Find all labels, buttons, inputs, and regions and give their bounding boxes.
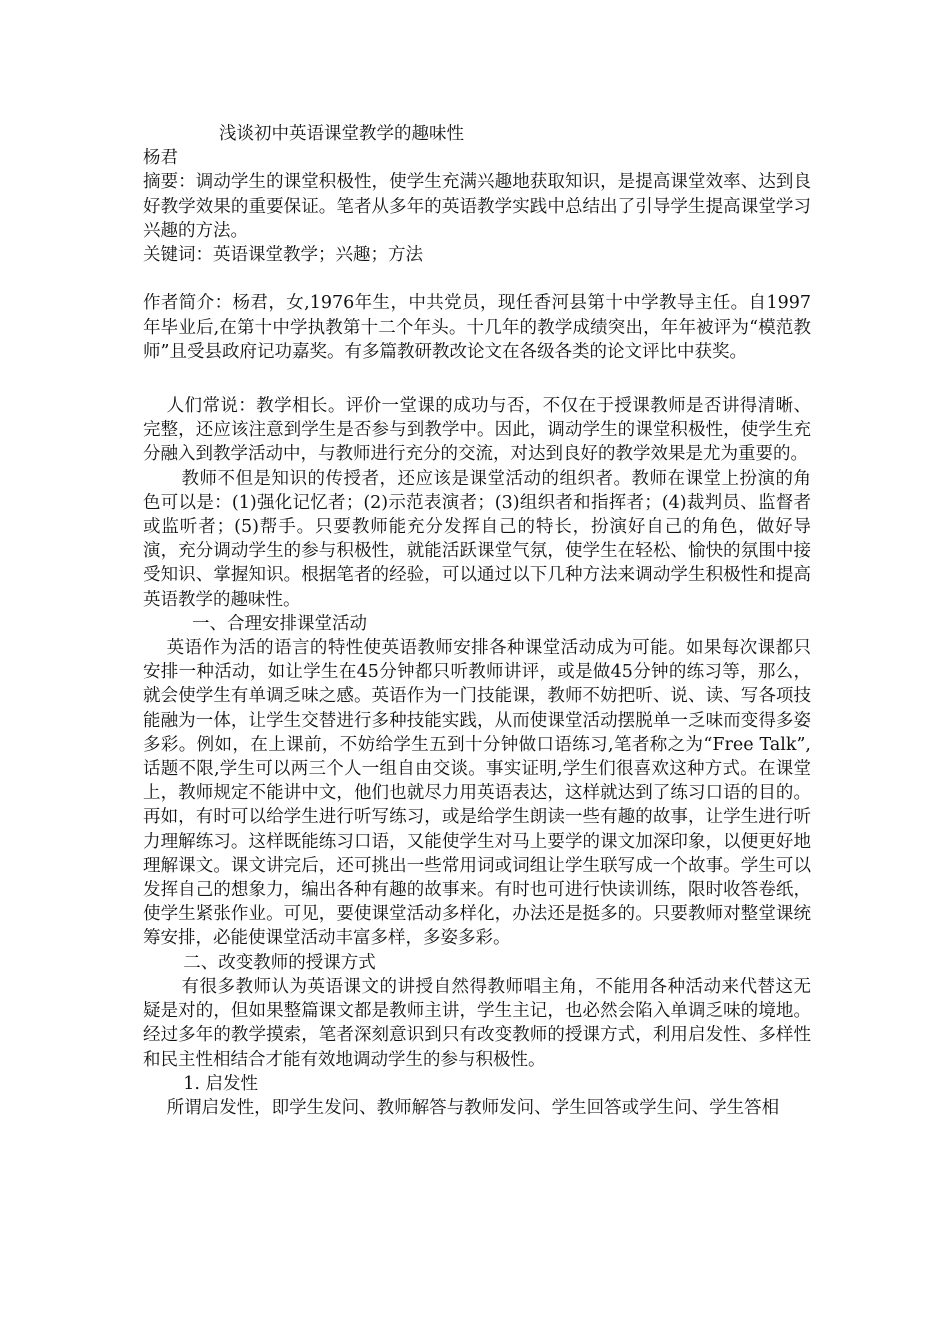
body-paragraph: 有很多教师认为英语课文的讲授自然得教师唱主角，不能用各种活动来代替这无疑是对的，但如果整篇课文都是教师主讲，学生主记，也必然会陷入单调乏味的境地。经过多年的教学摸索，笔者深刻意识到只有改变教师的授课方式，利用启发性、多样性和民主性相结合才能有效地调动学生的参与积极性。 bbox=[143, 976, 811, 1070]
spacer bbox=[143, 267, 811, 291]
body-paragraph: 英语作为活的语言的特性使英语教师安排各种课堂活动成为可能。如果每次课都只安排一种活动，如让学生在45分钟都只听教师讲评，或是做45分钟的练习等，那么，就会使学生有单调乏味之感。英语作为一门技能课，教师不妨把听、说、读、写各项技能融为一体，让学生交替进行多种技能实践，从而使课堂活动摆脱单一乏味而变得多姿多彩。例如，在上课前，不妨给学生五到十分钟做口语练习,笔者称之为“Free Talk”,话题不限,学生可以两三个人一组自由交谈。事实证明,学生们很喜欢这种方式。在课堂上，教师规定不能讲中文，他们也就尽力用英语表达，这样就达到了练习口语的目的。再如，有时可以给学生进行听写练习，或是给学生朗读一些有趣的故事，让学生进行听力理解练习。这样既能练习口语，又能使学生对马上要学的课文加深印象，以便更好地理解课文。课文讲完后，还可挑出一些常用词或词组让学生联写成一个故事。学生可以发挥自己的想象力，编出各种有趣的故事来。有时也可进行快读训练，限时收答卷纸，使学生紧张作业。可见，要使课堂活动多样化，办法还是挺多的。只要教师对整堂课统筹安排，必能使课堂活动丰富多样，多姿多彩。 bbox=[143, 638, 811, 949]
section-heading: 一、合理安排课堂活动 bbox=[192, 613, 367, 634]
author-name: 杨君 bbox=[143, 148, 178, 169]
spacer bbox=[143, 364, 811, 394]
document-body bbox=[143, 122, 811, 1120]
body-paragraph: 人们常说：教学相长。评价一堂课的成功与否，不仅在于授课教师是否讲得清晰、完整，还应该注意到学生是否参与到教学中。因此，调动学生的课堂积极性，使学生充分融入到教学活动中，与教师进行充分的交流，对达到良好的教学效果是尤为重要的。 bbox=[143, 396, 811, 465]
body-paragraph: 教师不但是知识的传授者，还应该是课堂活动的组织者。教师在课堂上扮演的角色可以是：(1)强化记忆者；(2)示范表演者；(3)组织者和指挥者；(4)裁判员、监督者或监听者；(5)帮手。只要教师能充分发挥自己的特长，扮演好自己的角色，做好导演，充分调动学生的参与积极性，就能活跃课堂气氛，使学生在轻松、愉快的氛围中接受知识、掌握知识。根据笔者的经验，可以通过以下几种方法来调动学生积极性和提高英语教学的趣味性。 bbox=[143, 468, 811, 610]
keywords-line: 关键词：英语课堂教学；兴趣；方法 bbox=[143, 245, 423, 266]
section-heading: 二、改变教师的授课方式 bbox=[183, 952, 376, 973]
body-paragraph: 所谓启发性，即学生发问、教师解答与教师发问、学生回答或学生问、学生答相 bbox=[166, 1097, 780, 1118]
subsection-heading: 1. 启发性 bbox=[183, 1073, 259, 1094]
document-title: 浅谈初中英语课堂教学的趣味性 bbox=[219, 124, 464, 144]
abstract-paragraph: 摘要：调动学生的课堂积极性，使学生充满兴趣地获取知识，是提高课堂效率、达到良好教学效果的重要保证。笔者从多年的英语教学实践中总结出了引导学生提高课堂学习兴趣的方法。 bbox=[143, 172, 811, 241]
author-intro-paragraph: 作者简介：杨君，女,1976年生，中共党员，现任香河县第十中学教导主任。自1997年毕业后,在第十中学执教第十二个年头。十几年的教学成绩突出，年年被评为“模范教师”且受县政府记功嘉奖。有多篇教研教改论文在各级各类的论文评比中获奖。 bbox=[143, 293, 811, 362]
